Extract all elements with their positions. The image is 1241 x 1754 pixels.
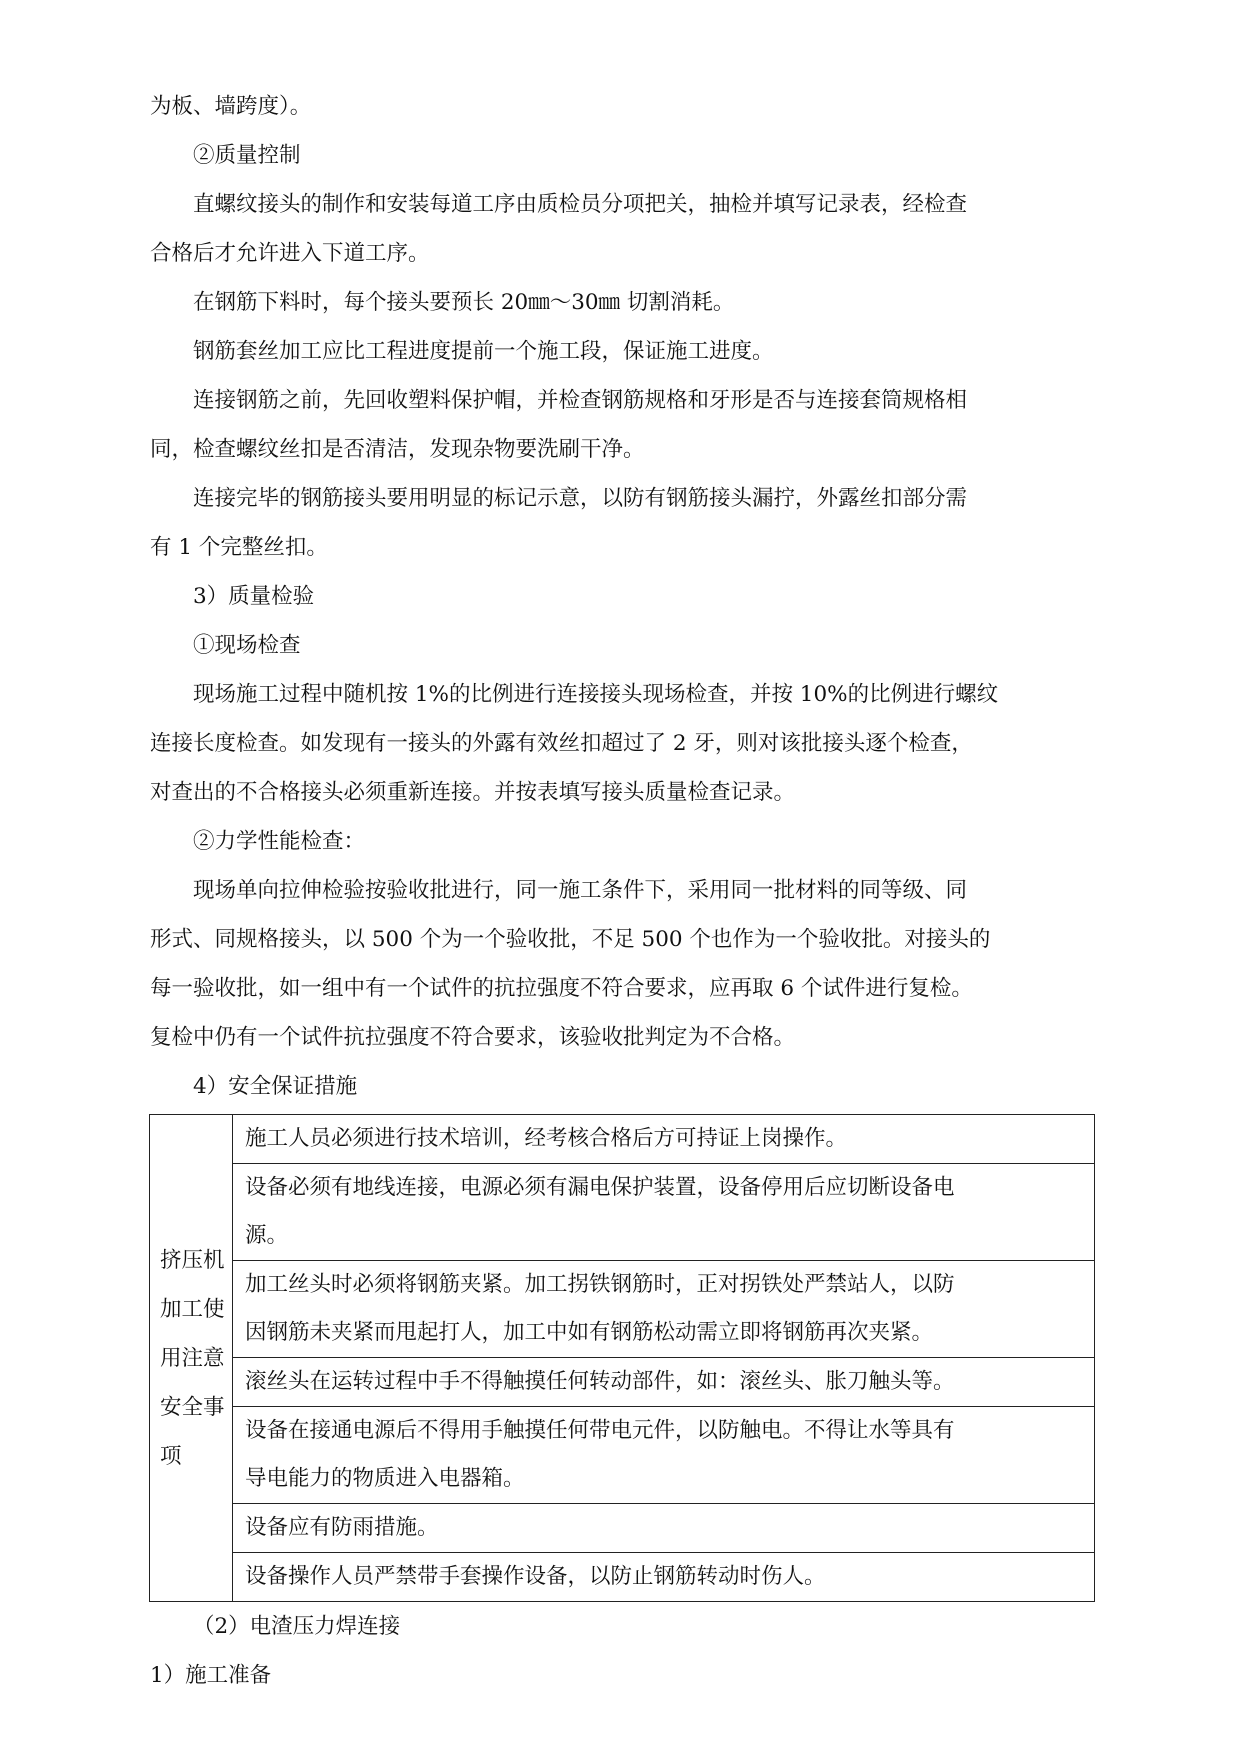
label-line: 用注意: [160, 1345, 225, 1371]
body-text-after-table: [150, 1602, 1095, 1700]
text-line: 直螺纹接头的制作和安装每道工序由质检员分项把关，抽检并填写记录表，经检查: [193, 192, 968, 217]
body-text: [150, 82, 1095, 1111]
table-row: [150, 1261, 1095, 1358]
paragraph: [150, 866, 1095, 1062]
text-line: （2）电渣压力焊连接: [193, 1614, 401, 1639]
label-line: 安全事: [160, 1394, 225, 1420]
table-row: [150, 1407, 1095, 1504]
paragraph: [150, 817, 1095, 866]
text-line: 每一验收批，如一组中有一个试件的抗拉强度不符合要求，应再取 6 个试件进行复检。: [150, 976, 973, 1001]
text-line: 设备操作人员严禁带手套操作设备，以防止钢筋转动时伤人。: [245, 1564, 826, 1589]
text-line: 为板、墙跨度）。: [150, 94, 312, 119]
label-line: 挤压机: [160, 1247, 225, 1273]
label-line: 项: [160, 1443, 182, 1469]
text-line: 4）安全保证措施: [193, 1074, 358, 1099]
text-line: 对查出的不合格接头必须重新连接。并按表填写接头质量检查记录。: [150, 780, 796, 805]
text-line: 复检中仍有一个试件抗拉强度不符合要求，该验收批判定为不合格。: [150, 1025, 796, 1050]
paragraph: [150, 278, 1095, 327]
text-line: 连接完毕的钢筋接头要用明显的标记示意，以防有钢筋接头漏拧，外露丝扣部分需: [193, 486, 968, 511]
table-item-cell: [233, 1164, 1095, 1261]
text-line: ②力学性能检查：: [193, 829, 366, 854]
text-line: 合格后才允许进入下道工序。: [150, 241, 430, 266]
paragraph: [150, 1651, 1095, 1700]
text-line: 加工丝头时必须将钢筋夹紧。加工拐铁钢筋时，正对拐铁处严禁站人，以防: [245, 1272, 955, 1297]
text-line: ②质量控制: [193, 143, 301, 168]
text-line: 因钢筋未夹紧而甩起打人，加工中如有钢筋松动需立即将钢筋再次夹紧。: [245, 1320, 934, 1345]
document-page: [150, 82, 1095, 1700]
table-item-cell: [233, 1407, 1095, 1504]
table-item-cell: [233, 1553, 1095, 1602]
text-line: 导电能力的物质进入电器箱。: [245, 1466, 525, 1491]
paragraph: [150, 180, 1095, 278]
safety-measures-table: [149, 1114, 1095, 1602]
paragraph: [150, 1602, 1095, 1651]
table-row: [150, 1358, 1095, 1407]
table-row: [150, 1504, 1095, 1553]
text-line: 有 1 个完整丝扣。: [150, 535, 328, 560]
paragraph: [150, 670, 1095, 817]
table-label-cell: [150, 1115, 233, 1602]
paragraph: [150, 621, 1095, 670]
paragraph: [150, 1062, 1095, 1111]
table-item-cell: [233, 1261, 1095, 1358]
text-line: 现场单向拉伸检验按验收批进行，同一施工条件下，采用同一批材料的同等级、同: [193, 878, 968, 903]
text-line: ①现场检查: [193, 633, 301, 658]
text-line: 设备应有防雨措施。: [245, 1515, 439, 1540]
table-item-cell: [233, 1358, 1095, 1407]
text-line: 3）质量检验: [193, 584, 315, 609]
text-line: 在钢筋下料时，每个接头要预长 20㎜～30㎜ 切割消耗。: [193, 290, 735, 315]
paragraph: [150, 572, 1095, 621]
text-line: 形式、同规格接头，以 500 个为一个验收批，不足 500 个也作为一个验收批。对接头的: [150, 927, 991, 952]
text-line: 连接钢筋之前，先回收塑料保护帽，并检查钢筋规格和牙形是否与连接套筒规格相: [193, 388, 968, 413]
paragraph: [150, 327, 1095, 376]
text-line: 施工人员必须进行技术培训，经考核合格后方可持证上岗操作。: [245, 1126, 848, 1151]
paragraph: [150, 474, 1095, 572]
label-line: 加工使: [160, 1296, 225, 1322]
table-row: [150, 1553, 1095, 1602]
text-line: 滚丝头在运转过程中手不得触摸任何转动部件，如：滚丝头、胀刀触头等。: [245, 1369, 955, 1394]
text-line: 连接长度检查。如发现有一接头的外露有效丝扣超过了 2 牙，则对该批接头逐个检查，: [150, 731, 973, 756]
text-line: 1）施工准备: [150, 1663, 272, 1688]
text-line: 设备必须有地线连接，电源必须有漏电保护装置，设备停用后应切断设备电: [245, 1175, 955, 1200]
text-line: 现场施工过程中随机按 1%的比例进行连接接头现场检查，并按 10%的比例进行螺纹: [193, 682, 999, 707]
text-line: 钢筋套丝加工应比工程进度提前一个施工段，保证施工进度。: [193, 339, 774, 364]
table-row: [150, 1164, 1095, 1261]
table-item-cell: [233, 1115, 1095, 1164]
paragraph: [150, 131, 1095, 180]
text-line: 同，检查螺纹丝扣是否清洁，发现杂物要洗刷干净。: [150, 437, 645, 462]
table-row: [150, 1115, 1095, 1164]
text-line: 源。: [245, 1223, 289, 1248]
table-item-cell: [233, 1504, 1095, 1553]
paragraph: [150, 376, 1095, 474]
paragraph: [150, 82, 1095, 131]
text-line: 设备在接通电源后不得用手触摸任何带电元件，以防触电。不得让水等具有: [245, 1418, 955, 1443]
